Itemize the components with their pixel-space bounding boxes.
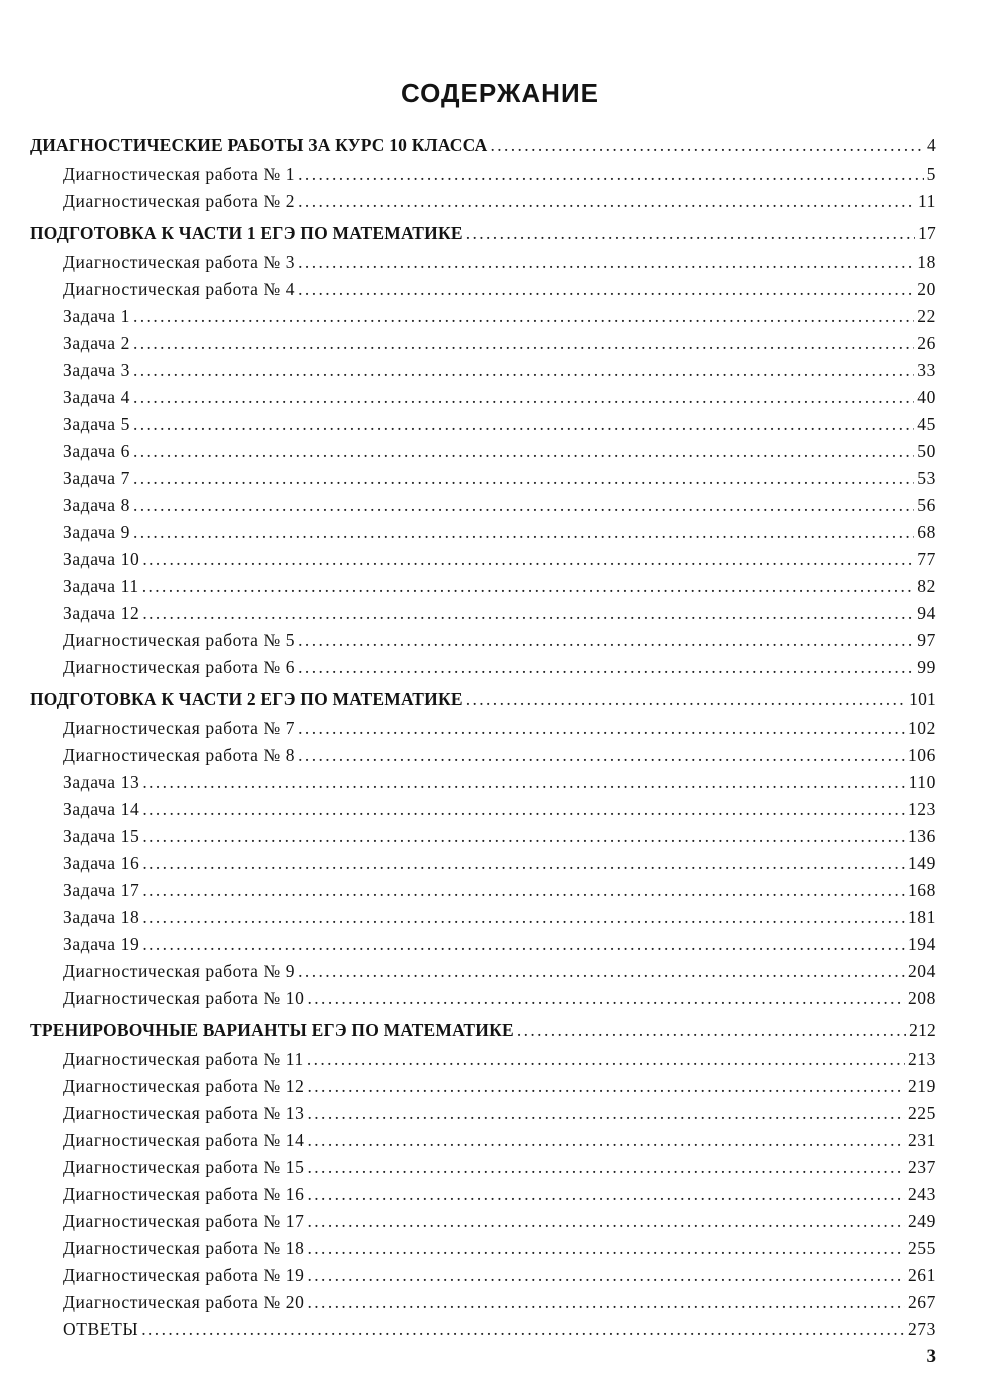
dot-leader — [307, 1046, 905, 1073]
toc-entry-page: 168 — [907, 880, 936, 900]
toc-entry-label: Задача 14 — [63, 799, 140, 819]
toc-entry-page: 249 — [907, 1211, 936, 1231]
dot-leader — [298, 188, 915, 215]
toc-entry-page: 231 — [907, 1130, 936, 1150]
toc-entry-label: Диагностическая работа № 7 — [63, 718, 296, 738]
toc-entry[interactable] — [30, 188, 936, 215]
toc-entry-label: Диагностическая работа № 16 — [63, 1184, 305, 1204]
toc-entry-page: 255 — [907, 1238, 936, 1258]
dot-leader — [308, 1100, 905, 1127]
toc-entry-label: Диагностическая работа № 11 — [63, 1049, 304, 1069]
toc-entry-label: Диагностическая работа № 19 — [63, 1265, 305, 1285]
dot-leader — [308, 1073, 905, 1100]
dot-leader — [308, 1127, 905, 1154]
toc-entry-page: 212 — [909, 1020, 936, 1040]
toc-entry-page: 181 — [907, 907, 936, 927]
toc-entry-label: Диагностическая работа № 4 — [63, 279, 296, 299]
toc-entry-label: Диагностическая работа № 2 — [63, 191, 296, 211]
toc-entry[interactable] — [30, 1073, 936, 1100]
dot-leader — [298, 958, 905, 985]
toc-entry-page: 106 — [907, 745, 936, 765]
toc-entry[interactable] — [30, 715, 936, 742]
toc-entry[interactable] — [30, 1262, 936, 1289]
toc-entry-page: 40 — [917, 387, 936, 407]
dot-leader — [490, 130, 924, 161]
table-of-contents — [30, 130, 936, 1343]
toc-entry-label: Диагностическая работа № 20 — [63, 1292, 305, 1312]
toc-entry[interactable] — [30, 958, 936, 985]
toc-entry-label: Задача 15 — [63, 826, 140, 846]
toc-entry[interactable] — [30, 1208, 936, 1235]
toc-entry[interactable] — [30, 877, 936, 904]
dot-leader — [308, 1289, 905, 1316]
toc-entry-label: Задача 11 — [63, 576, 139, 596]
toc-entry-label: Диагностическая работа № 13 — [63, 1103, 305, 1123]
toc-entry-page: 33 — [917, 360, 936, 380]
toc-entry-page: 22 — [917, 306, 936, 326]
toc-entry-label: Задача 19 — [63, 934, 140, 954]
toc-entry-page: 123 — [907, 799, 936, 819]
toc-entry[interactable] — [30, 600, 936, 627]
toc-entry-page: 110 — [908, 772, 936, 792]
toc-entry[interactable] — [30, 546, 936, 573]
toc-entry-label: ТРЕНИРОВОЧНЫЕ ВАРИАНТЫ ЕГЭ ПО МАТЕМАТИКЕ — [30, 1020, 514, 1040]
toc-entry-label: Задача 5 — [63, 414, 130, 434]
dot-leader — [298, 627, 914, 654]
toc-entry[interactable] — [30, 330, 936, 357]
toc-entry-page: 149 — [907, 853, 936, 873]
toc-entry[interactable] — [30, 1127, 936, 1154]
dot-leader — [142, 600, 914, 627]
toc-entry-page: 99 — [917, 657, 936, 677]
toc-entry-label: Диагностическая работа № 12 — [63, 1076, 305, 1096]
toc-section-heading[interactable] — [30, 681, 936, 715]
toc-entry-label: Задача 6 — [63, 441, 130, 461]
dot-leader — [133, 492, 914, 519]
dot-leader — [142, 546, 914, 573]
toc-entry[interactable] — [30, 654, 936, 681]
toc-entry[interactable] — [30, 303, 936, 330]
dot-leader — [308, 1154, 905, 1181]
dot-leader — [298, 715, 905, 742]
toc-entry-label: Задача 4 — [63, 387, 130, 407]
toc-entry[interactable] — [30, 438, 936, 465]
toc-entry-page: 4 — [927, 135, 936, 155]
toc-entry-label: Задача 16 — [63, 853, 140, 873]
toc-entry-page: 219 — [907, 1076, 936, 1096]
toc-entry-label: Задача 10 — [63, 549, 140, 569]
toc-entry-page: 194 — [907, 934, 936, 954]
toc-entry-label: Задача 7 — [63, 468, 130, 488]
toc-entry-label: ДИАГНОСТИЧЕСКИЕ РАБОТЫ ЗА КУРС 10 КЛАССА — [30, 135, 488, 155]
page-number: 3 — [926, 1346, 936, 1367]
toc-entry-page: 5 — [926, 164, 936, 184]
toc-entry-label: Диагностическая работа № 15 — [63, 1157, 305, 1177]
toc-entry[interactable] — [30, 742, 936, 769]
toc-entry-page: 56 — [917, 495, 936, 515]
toc-entry[interactable] — [30, 769, 936, 796]
toc-entry-page: 97 — [917, 630, 936, 650]
toc-entry[interactable] — [30, 796, 936, 823]
toc-entry-page: 136 — [907, 826, 936, 846]
dot-leader — [308, 1262, 905, 1289]
toc-entry-page: 204 — [907, 961, 936, 981]
toc-entry-label: ПОДГОТОВКА К ЧАСТИ 1 ЕГЭ ПО МАТЕМАТИКЕ — [30, 223, 463, 243]
toc-entry-label: Диагностическая работа № 8 — [63, 745, 296, 765]
toc-entry-label: Диагностическая работа № 3 — [63, 252, 296, 272]
toc-entry-page: 77 — [917, 549, 936, 569]
toc-entry-page: 225 — [907, 1103, 936, 1123]
toc-entry[interactable] — [30, 1154, 936, 1181]
toc-entry-label: Диагностическая работа № 10 — [63, 988, 305, 1008]
toc-entry-label: Диагностическая работа № 14 — [63, 1130, 305, 1150]
toc-entry[interactable] — [30, 161, 936, 188]
dot-leader — [141, 1316, 905, 1343]
dot-leader — [133, 303, 914, 330]
toc-entry-page: 237 — [907, 1157, 936, 1177]
dot-leader — [142, 904, 905, 931]
toc-entry-page: 68 — [917, 522, 936, 542]
toc-section-heading[interactable] — [30, 130, 936, 161]
toc-entry-label: Диагностическая работа № 18 — [63, 1238, 305, 1258]
dot-leader — [298, 161, 923, 188]
toc-entry-page: 101 — [909, 689, 936, 709]
toc-entry-label: Задача 8 — [63, 495, 130, 515]
toc-entry-page: 18 — [917, 252, 936, 272]
toc-entry[interactable] — [30, 1181, 936, 1208]
toc-entry-page: 208 — [907, 988, 936, 1008]
toc-entry[interactable] — [30, 357, 936, 384]
toc-entry-page: 102 — [907, 718, 936, 738]
dot-leader — [142, 769, 905, 796]
toc-entry-label: ПОДГОТОВКА К ЧАСТИ 2 ЕГЭ ПО МАТЕМАТИКЕ — [30, 689, 463, 709]
toc-entry[interactable] — [30, 384, 936, 411]
toc-entry-page: 17 — [918, 223, 936, 243]
toc-entry-page: 45 — [917, 414, 936, 434]
toc-section-heading[interactable] — [30, 1012, 936, 1046]
toc-section-heading[interactable] — [30, 215, 936, 249]
toc-entry[interactable] — [30, 411, 936, 438]
toc-entry-label: Задача 17 — [63, 880, 140, 900]
toc-entry[interactable] — [30, 1046, 936, 1073]
dot-leader — [142, 850, 905, 877]
toc-entry-label: Задача 13 — [63, 772, 140, 792]
toc-entry-page: 53 — [917, 468, 936, 488]
dot-leader — [466, 218, 915, 249]
toc-entry-page: 243 — [907, 1184, 936, 1204]
toc-entry-label: Задача 2 — [63, 333, 130, 353]
dot-leader — [308, 985, 905, 1012]
dot-leader — [133, 330, 914, 357]
dot-leader — [298, 276, 914, 303]
toc-entry-page: 20 — [917, 279, 936, 299]
toc-entry-label: Задача 9 — [63, 522, 130, 542]
toc-entry-page: 267 — [907, 1292, 936, 1312]
dot-leader — [308, 1208, 905, 1235]
toc-entry-label: Диагностическая работа № 9 — [63, 961, 296, 981]
toc-entry-label: Задача 12 — [63, 603, 140, 623]
dot-leader — [142, 796, 905, 823]
toc-entry[interactable] — [30, 1289, 936, 1316]
dot-leader — [466, 684, 906, 715]
toc-entry[interactable] — [30, 573, 936, 600]
dot-leader — [298, 654, 914, 681]
dot-leader — [142, 931, 905, 958]
toc-entry[interactable] — [30, 1100, 936, 1127]
dot-leader — [133, 411, 914, 438]
dot-leader — [133, 438, 914, 465]
toc-entry-label: ОТВЕТЫ — [63, 1319, 139, 1339]
toc-entry[interactable] — [30, 1235, 936, 1262]
toc-entry-label: Диагностическая работа № 5 — [63, 630, 296, 650]
dot-leader — [298, 742, 905, 769]
toc-entry-label: Задача 18 — [63, 907, 140, 927]
dot-leader — [517, 1015, 906, 1046]
toc-entry[interactable] — [30, 465, 936, 492]
dot-leader — [308, 1235, 905, 1262]
toc-entry[interactable] — [30, 627, 936, 654]
toc-entry[interactable] — [30, 492, 936, 519]
toc-entry-page: 261 — [907, 1265, 936, 1285]
toc-entry-page: 94 — [917, 603, 936, 623]
toc-entry-page: 26 — [917, 333, 936, 353]
toc-entry[interactable] — [30, 985, 936, 1012]
page-title: СОДЕРЖАНИЕ — [401, 78, 599, 108]
dot-leader — [142, 877, 905, 904]
dot-leader — [308, 1181, 905, 1208]
dot-leader — [133, 384, 914, 411]
toc-entry-label: Диагностическая работа № 6 — [63, 657, 296, 677]
dot-leader — [133, 357, 914, 384]
toc-entry[interactable] — [30, 931, 936, 958]
toc-entry[interactable] — [30, 904, 936, 931]
dot-leader — [298, 249, 914, 276]
toc-entry-page: 273 — [907, 1319, 936, 1339]
toc-entry-label: Диагностическая работа № 1 — [63, 164, 296, 184]
dot-leader — [142, 823, 905, 850]
toc-entry-page: 82 — [917, 576, 936, 596]
toc-entry[interactable] — [30, 1316, 936, 1343]
toc-entry-page: 213 — [907, 1049, 936, 1069]
toc-entry[interactable] — [30, 276, 936, 303]
toc-entry-label: Задача 3 — [63, 360, 130, 380]
toc-entry-page: 50 — [917, 441, 936, 461]
toc-entry[interactable] — [30, 519, 936, 546]
toc-entry[interactable] — [30, 850, 936, 877]
dot-leader — [133, 465, 914, 492]
toc-entry-label: Задача 1 — [63, 306, 130, 326]
toc-entry-page: 11 — [917, 191, 936, 211]
dot-leader — [133, 519, 914, 546]
toc-entry[interactable] — [30, 823, 936, 850]
toc-entry-label: Диагностическая работа № 17 — [63, 1211, 305, 1231]
dot-leader — [142, 573, 915, 600]
toc-entry[interactable] — [30, 249, 936, 276]
